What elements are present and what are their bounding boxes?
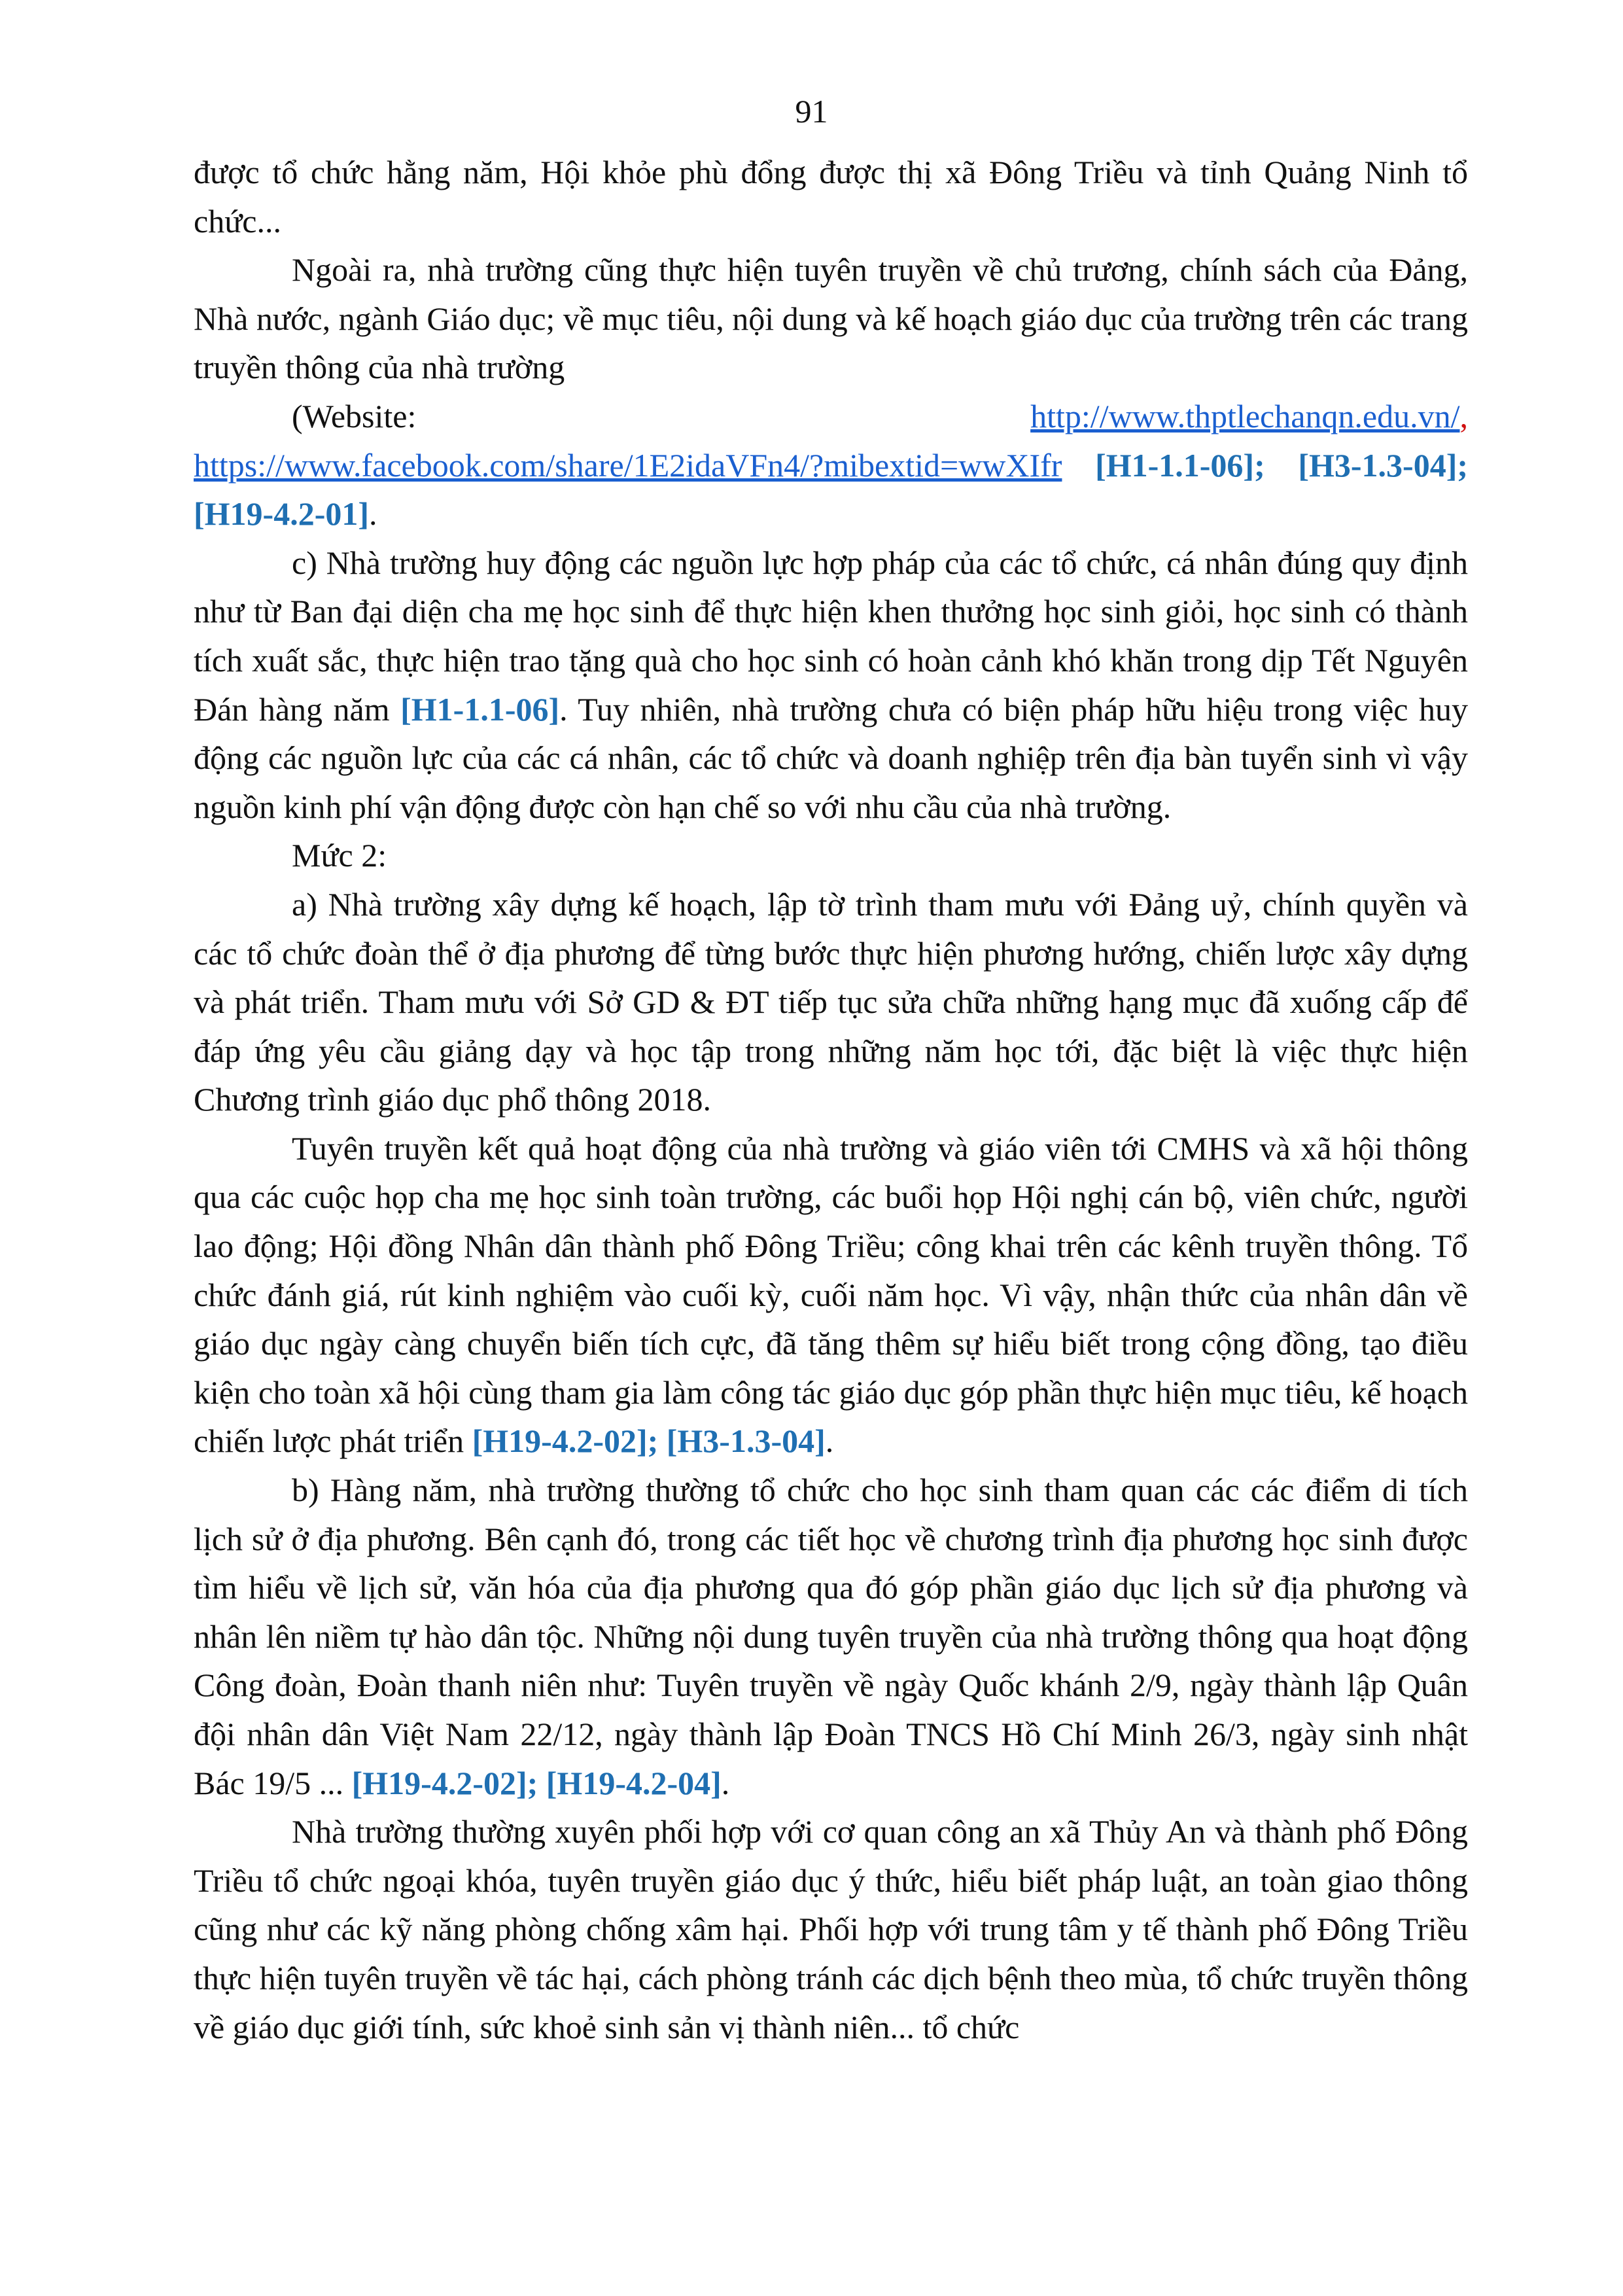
paragraph-resources — [194, 539, 1468, 832]
paragraph-planning: a) Nhà trường xây dựng kế hoạch, lập tờ trình tham mưu với Đảng uỷ, chính quyền và các tổ chức đoàn thể ở địa phương để từng bước thực hiện phương hướng, chiến lược xây dựng và phát triển. Tham mưu với Sở GD & ĐT tiếp tục sửa chữa những hạng mục đã xuống cấp để đáp ứng yêu cầu giảng dạy và học tập trong những năm học tới, đặc biệt là việc thực hiện Chương trình giáo dục phổ thông 2018. — [194, 885, 1468, 1118]
sentence-end: . — [825, 1422, 834, 1460]
sentence-end: . — [369, 495, 377, 533]
evidence-ref: [H1-1.1-06] — [400, 690, 560, 728]
website-prefix: (Website: — [292, 397, 1031, 434]
paragraph-history — [194, 1466, 1468, 1807]
paragraph-text: b) Hàng năm, nhà trường thường tổ chức cho học sinh tham quan các các điểm di tích lịch sử ở địa phương. Bên cạnh đó, trong các tiết học về chương trình địa phương học sinh được tìm hiểu về lịch sử, văn hóa của địa phương qua đó góp phần giáo dục lịch sử địa phương và nhân lên niềm tự hào dân tộc. Những nội dung tuyên truyền của nhà trường thông qua hoạt động Công đoàn, Đoàn thanh niên như: Tuyên truyền về ngày Quốc khánh 2/9, ngày thành lập Quân đội nhân dân Việt Nam 22/12, ngày thành lập Đoàn TNCS Hồ Chí Minh 26/3, ngày sinh nhật Bác 19/5 ... — [194, 1472, 1468, 1801]
facebook-link[interactable]: https://www.facebook.com/share/1E2idaVFn4/?mibextid=wwXIfr — [194, 446, 1062, 484]
sentence-end: . — [721, 1764, 730, 1801]
document-body — [194, 148, 1468, 2051]
paragraph-website-links — [194, 392, 1468, 539]
link-separator: , — [1459, 397, 1468, 434]
evidence-refs: [H19-4.2-02]; [H3-1.3-04] — [472, 1422, 826, 1460]
evidence-refs: [H1-1.1-06]; [H3-1.3-04]; [H19-4.2-01] — [194, 446, 1468, 533]
paragraph-text: c) Nhà trường huy động các nguồn lực hợp pháp của các tổ chức, cá nhân đúng quy định như từ Ban đại diện cha mẹ học sinh để thực hiện khen thưởng học sinh giỏi, học sinh có thành tích xuất sắc, thực hiện trao tặng quà cho học sinh có hoàn cảnh khó khăn trong dịp Tết Nguyên Đán hàng năm — [194, 544, 1468, 728]
evidence-refs: [H19-4.2-02]; [H19-4.2-04] — [351, 1764, 722, 1801]
page-number: 91 — [795, 93, 828, 130]
paragraph-propaganda — [194, 1124, 1468, 1466]
paragraph-text-rest: . Tuy nhiên, nhà trường chưa có biện pháp hữu hiệu trong việc huy động các nguồn lực của các cá nhân, các tổ chức và doanh nghiệp trên địa bàn tuyển sinh vì vậy nguồn kinh phí vận động được còn hạn chế so với nhu cầu của nhà trường. — [194, 690, 1468, 825]
level-heading: Mức 2: — [292, 837, 387, 874]
paragraph-continuation: được tổ chức hằng năm, Hội khỏe phù đổng được thị xã Đông Triều và tỉnh Quảng Ninh tổ chức... — [194, 154, 1468, 239]
school-website-link[interactable]: http://www.thptlechanqn.edu.vn/ — [1030, 397, 1460, 434]
paragraph-coordination: Nhà trường thường xuyên phối hợp với cơ quan công an xã Thủy An và thành phố Đông Triều tổ chức ngoại khóa, tuyên truyền giáo dục ý thức, hiểu biết pháp luật, an toàn giao thông cũng như các kỹ năng phòng chống xâm hại. Phối hợp với trung tâm y tế thành phố Đông Triều thực hiện tuyên truyền về tác hại, cách phòng tránh các dịch bệnh theo mùa, tổ chức truyền thông về giáo dục giới tính, sức khoẻ sinh sản vị thành niên... tổ chức — [194, 1813, 1468, 2045]
paragraph-text: Tuyên truyền kết quả hoạt động của nhà trường và giáo viên tới CMHS và xã hội thông qua các cuộc họp cha mẹ học sinh toàn trường, các buổi họp Hội nghị cán bộ, viên chức, người lao động; Hội đồng Nhân dân thành phố Đông Triều; công khai trên các kênh truyền thông. Tổ chức đánh giá, rút kinh nghiệm vào cuối kỳ, cuối năm học. Vì vậy, nhận thức của nhân dân về giáo dục ngày càng chuyển biến tích cực, đã tăng thêm sự hiểu biết trong cộng đồng, tạo điều kiện cho toàn xã hội cùng tham gia làm công tác giáo dục góp phần thực hiện mục tiêu, kế hoạch chiến lược phát triển — [194, 1129, 1468, 1460]
paragraph-communication: Ngoài ra, nhà trường cũng thực hiện tuyên truyền về chủ trương, chính sách của Đảng, Nhà nước, ngành Giáo dục; về mục tiêu, nội dung và kế hoạch giáo dục của trường trên các trang truyền thông của nhà trường — [194, 251, 1468, 386]
